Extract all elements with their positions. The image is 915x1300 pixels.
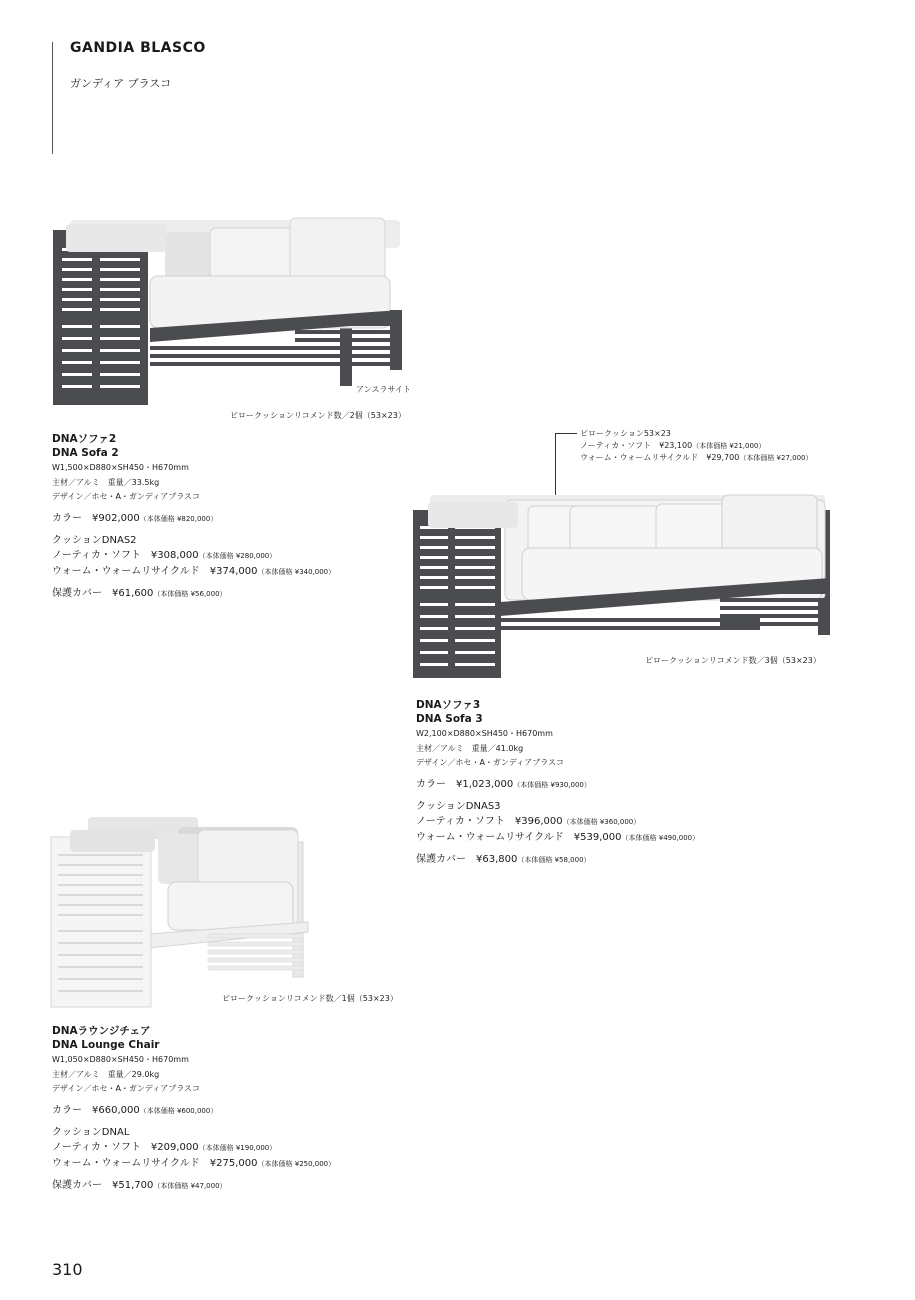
product-cushion-price-2: ウォーム・ウォームリサイクルド ¥539,000（本体価格 ¥490,000） bbox=[416, 831, 700, 843]
header-rule bbox=[52, 42, 53, 154]
callout-leader-h bbox=[555, 433, 577, 434]
product-size: W1,500×D880×SH450・H670mm bbox=[52, 463, 189, 472]
product-name-en: DNA Lounge Chair bbox=[52, 1039, 160, 1051]
product-design: デザイン／ホセ・A・ガンディアブラスコ bbox=[52, 1084, 201, 1093]
lounge-chair-image bbox=[48, 812, 318, 1012]
product-cushion-price-1: ノーティカ・ソフト ¥209,000（本体価格 ¥190,000） bbox=[52, 1141, 277, 1153]
product-cushion-price-2: ウォーム・ウォームリサイクルド ¥275,000（本体価格 ¥250,000） bbox=[52, 1157, 336, 1169]
sofa3-pillow-note: ピロークッションリコメンド数／3個（53×23） bbox=[645, 656, 821, 665]
product-name-en: DNA Sofa 2 bbox=[52, 447, 119, 459]
brand-name: GANDIA BLASCO bbox=[70, 40, 206, 56]
product-cushion-title: クッションDNAS3 bbox=[416, 800, 501, 812]
product-color-price: カラー ¥902,000（本体価格 ¥820,000） bbox=[52, 512, 218, 524]
product-cushion-price-1: ノーティカ・ソフト ¥396,000（本体価格 ¥360,000） bbox=[416, 815, 641, 827]
product-cushion-title: クッションDNAS2 bbox=[52, 534, 137, 546]
product-color-price: カラー ¥1,023,000（本体価格 ¥930,000） bbox=[416, 778, 591, 790]
product-cover-price: 保護カバー ¥61,600（本体価格 ¥56,000） bbox=[52, 587, 227, 599]
product-name-jp: DNAソファ2 bbox=[52, 433, 117, 445]
product-lounge-chair bbox=[52, 1024, 392, 1194]
product-material: 主材／アルミ 重量／41.0kg bbox=[416, 743, 524, 753]
pillow-callout: ピロークッション53×23 ノーティカ・ソフト ¥23,100（本体価格 ¥21,000） ウォーム・ウォームリサイクルド ¥29,700（本体価格 ¥27,000） bbox=[580, 429, 813, 462]
product-cushion-title: クッションDNAL bbox=[52, 1126, 130, 1138]
product-cushion-price-1: ノーティカ・ソフト ¥308,000（本体価格 ¥280,000） bbox=[52, 549, 277, 561]
product-sofa3 bbox=[416, 698, 756, 868]
product-cushion-price-2: ウォーム・ウォームリサイクルド ¥374,000（本体価格 ¥340,000） bbox=[52, 565, 336, 577]
product-name-en: DNA Sofa 3 bbox=[416, 713, 483, 725]
product-color-price: カラー ¥660,000（本体価格 ¥600,000） bbox=[52, 1104, 218, 1116]
product-size: W1,050×D880×SH450・H670mm bbox=[52, 1055, 189, 1064]
product-sofa2 bbox=[52, 432, 392, 602]
product-cover-price: 保護カバー ¥63,800（本体価格 ¥58,000） bbox=[416, 853, 591, 865]
product-cover-price: 保護カバー ¥51,700（本体価格 ¥47,000） bbox=[52, 1179, 227, 1191]
product-name-jp: DNAラウンジチェア bbox=[52, 1025, 151, 1037]
product-design: デザイン／ホセ・A・ガンディアブラスコ bbox=[52, 492, 201, 501]
sofa2-color-note: アンスラサイト bbox=[356, 385, 411, 394]
lounge-pillow-note: ピロークッションリコメンド数／1個（53×23） bbox=[222, 994, 398, 1003]
product-material: 主材／アルミ 重量／33.5kg bbox=[52, 477, 160, 487]
product-design: デザイン／ホセ・A・ガンディアブラスコ bbox=[416, 758, 565, 767]
sofa3-image bbox=[410, 490, 840, 680]
product-size: W2,100×D880×SH450・H670mm bbox=[416, 729, 553, 738]
brand-name-kana: ガンディア ブラスコ bbox=[70, 77, 172, 90]
sofa2-image bbox=[50, 210, 410, 410]
sofa2-pillow-note: ピロークッションリコメンド数／2個（53×23） bbox=[230, 411, 406, 420]
product-material: 主材／アルミ 重量／29.0kg bbox=[52, 1069, 160, 1079]
product-name-jp: DNAソファ3 bbox=[416, 699, 481, 711]
page-number: 310 bbox=[52, 1260, 83, 1279]
